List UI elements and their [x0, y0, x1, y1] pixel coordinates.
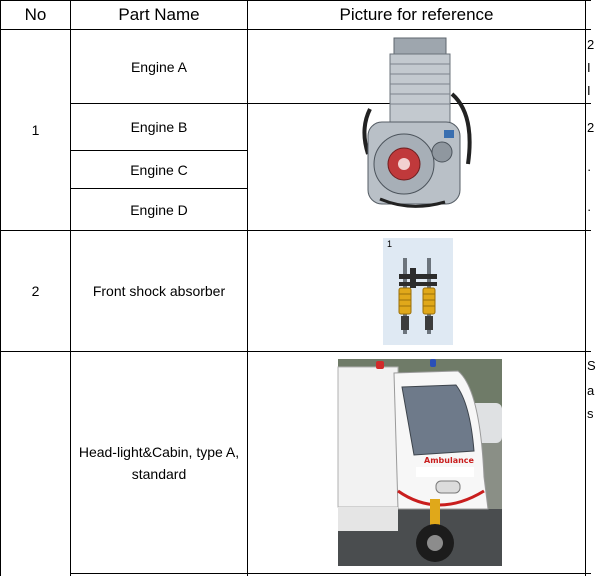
ambulance-label: Ambulance: [424, 456, 474, 465]
ambulance-tricycle-photo: [338, 359, 502, 566]
shock-absorber-photo: [383, 238, 453, 345]
part-name-engine-a: Engine A: [130, 58, 188, 75]
clipped-text-9: s: [587, 406, 594, 421]
clipped-text-2: I: [587, 60, 591, 75]
clipped-text-5: ·: [587, 162, 592, 177]
row-2-no: 2: [31, 283, 40, 299]
part-name-headlight-cabin: Head-light&Cabin, type A, standard: [78, 444, 240, 482]
clipped-text-7: S: [587, 358, 596, 373]
row-3-no: [1, 352, 70, 576]
part-name-front-shock-absorber: Front shock absorber: [92, 283, 226, 299]
header-picture: Picture for reference: [339, 5, 494, 24]
part-name-engine-d: Engine D: [130, 201, 188, 218]
clipped-text-4: 2: [587, 120, 595, 135]
clipped-text-1: 2: [587, 37, 595, 52]
clipped-text-6: ·: [587, 202, 592, 217]
part-name-engine-b: Engine B: [130, 119, 188, 135]
header-no: No: [24, 5, 47, 24]
part-name-engine-c: Engine C: [130, 161, 188, 178]
header-part-name: Part Name: [118, 5, 200, 24]
engine-photo: [350, 34, 480, 214]
figure-number: 1: [387, 239, 393, 249]
clipped-text-3: I: [587, 83, 591, 98]
clipped-text-8: a: [587, 383, 595, 398]
row-1-no: 1: [31, 122, 40, 138]
